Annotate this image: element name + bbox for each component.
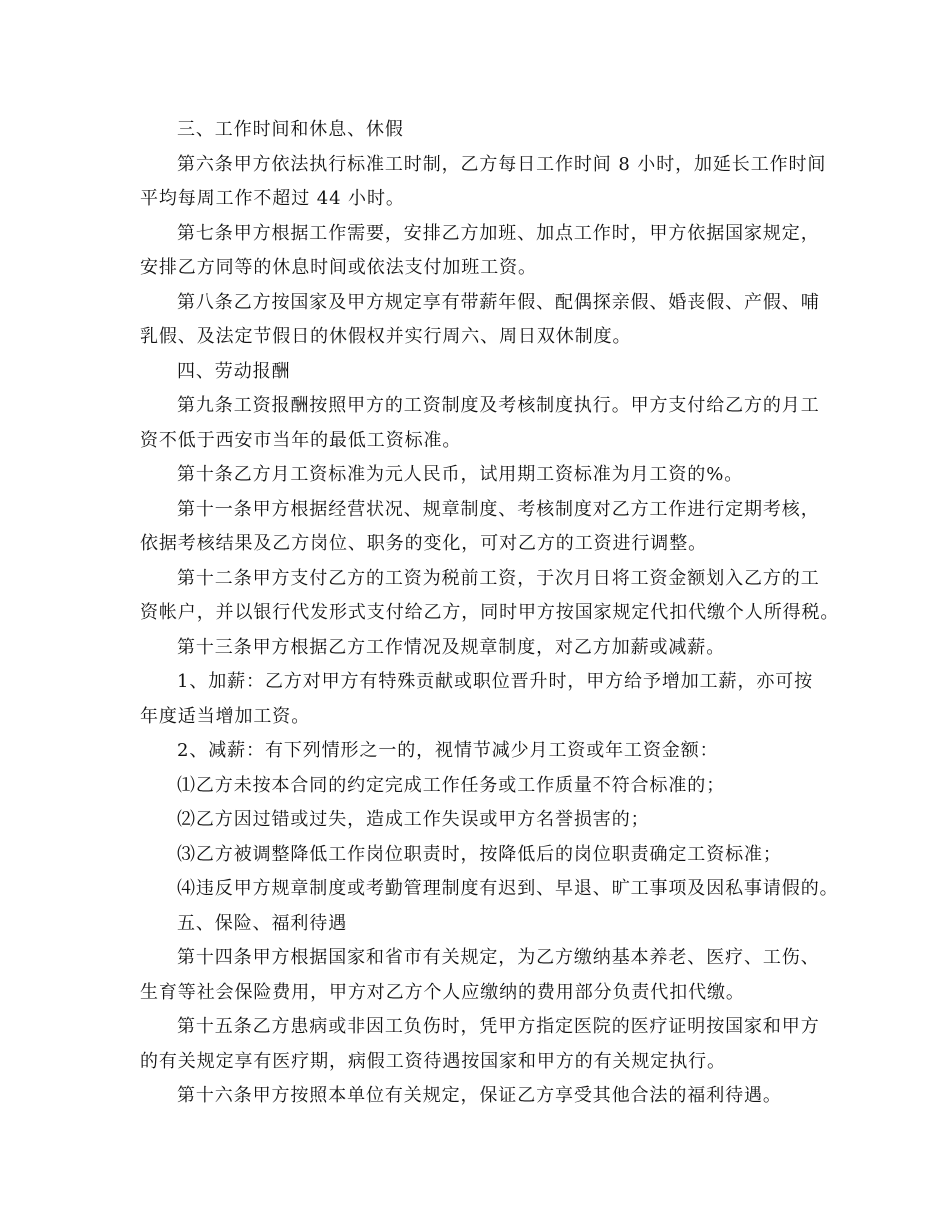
paragraph-line: 平均每周工作不超过 44 小时。 [140, 188, 405, 209]
paragraph-line: 第十五条乙方患病或非因工负伤时，凭甲方指定医院的医疗证明按国家和甲方 [177, 1016, 820, 1037]
paragraph-line: 第九条工资报酬按照甲方的工资制度及考核制度执行。甲方支付给乙方的月工 [177, 395, 820, 416]
paragraph-line: 年度适当增加工资。 [140, 705, 311, 727]
list-item: ⑷违反甲方规章制度或考勤管理制度有迟到、早退、旷工事项及因私事请假的。 [177, 878, 839, 899]
paragraph-line: 第十二条甲方支付乙方的工资为税前工资，于次月日将工资金额划入乙方的工 [177, 567, 820, 589]
paragraph-line: 第六条甲方依法执行标准工时制，乙方每日工作时间 8 小时，加延长工作时间 [177, 153, 827, 175]
section-heading: 四、劳动报酬 [177, 360, 291, 382]
paragraph-line: 1、加薪：乙方对甲方有特殊贡献或职位晋升时，甲方给予增加工薪，亦可按 [177, 671, 814, 692]
paragraph-line: 生育等社会保险费用，甲方对乙方个人应缴纳的费用部分负责代扣代缴。 [140, 981, 745, 1003]
paragraph-line: 乳假、及法定节假日的休假权并实行周六、周日双休制度。 [140, 326, 632, 347]
paragraph-line: 2、减薪：有下列情形之一的，视情节减少月工资或年工资金额： [177, 740, 719, 761]
paragraph-line: 第十六条甲方按照本单位有关规定，保证乙方享受其他合法的福利待遇。 [177, 1085, 782, 1106]
paragraph-line: 依据考核结果及乙方岗位、职务的变化，可对乙方的工资进行调整。 [140, 533, 707, 554]
section-heading: 三、工作时间和休息、休假 [177, 119, 404, 140]
paragraph-line: 的有关规定享有医疗期，病假工资待遇按国家和甲方的有关规定执行。 [140, 1050, 726, 1072]
paragraph-line: 第七条甲方根据工作需要，安排乙方加班、加点工作时，甲方依据国家规定， [177, 222, 820, 244]
section-heading: 五、保险、福利待遇 [177, 912, 348, 934]
paragraph-line: 第八条乙方按国家及甲方规定享有带薪年假、配偶探亲假、婚丧假、产假、哺 [177, 291, 820, 313]
paragraph-line: 第十一条甲方根据经营状况、规章制度、考核制度对乙方工作进行定期考核， [177, 498, 820, 520]
paragraph-line: 安排乙方同等的休息时间或依法支付加班工资。 [140, 257, 537, 278]
paragraph-line: 第十三条甲方根据乙方工作情况及规章制度，对乙方加薪或减薪。 [177, 636, 726, 658]
paragraph-line: 第十条乙方月工资标准为元人民币，试用期工资标准为月工资的%。 [177, 464, 744, 485]
paragraph-line: 资帐户，并以银行代发形式支付给乙方，同时甲方按国家规定代扣代缴个人所得税。 [140, 602, 840, 623]
paragraph-line: 第十四条甲方根据国家和省市有关规定，为乙方缴纳基本养老、医疗、工伤、 [177, 947, 820, 968]
paragraph-line: 资不低于西安市当年的最低工资标准。 [140, 429, 462, 451]
list-item: ⑶乙方被调整降低工作岗位职责时，按降低后的岗位职责确定工资标准； [177, 843, 782, 865]
list-item: ⑵乙方因过错或过失，造成工作失误或甲方名誉损害的； [177, 809, 650, 830]
document-body [140, 113, 840, 1114]
list-item: ⑴乙方未按本合同的约定完成工作任务或工作质量不符合标准的； [177, 774, 726, 796]
